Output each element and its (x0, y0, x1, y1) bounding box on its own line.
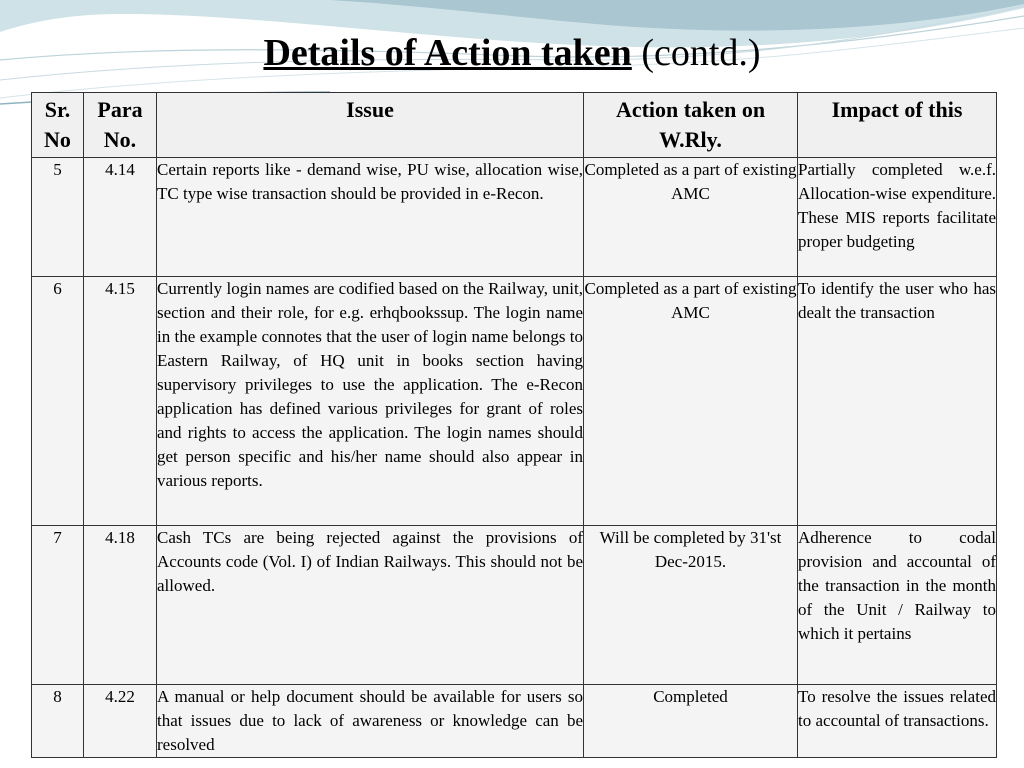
cell-action: Completed as a part of existing AMC (584, 158, 798, 277)
cell-impact: Partially completed w.e.f. Allocation-wise expenditure. These MIS reports facilitate proper budgeting (798, 158, 997, 277)
header-impact: Impact of this (798, 93, 997, 158)
cell-para-no: 4.22 (84, 685, 157, 758)
cell-sr-no: 8 (32, 685, 84, 758)
header-issue: Issue (157, 93, 584, 158)
cell-para-no: 4.18 (84, 526, 157, 685)
header-sr-no: Sr. No (32, 93, 84, 158)
cell-issue: Cash TCs are being rejected against the provisions of Accounts code (Vol. I) of Indian Railways. This should not be allowed. (157, 526, 584, 685)
cell-para-no: 4.14 (84, 158, 157, 277)
table-header-row (32, 93, 997, 158)
header-para-no: Para No. (84, 93, 157, 158)
title-main: Details of Action taken (263, 32, 632, 74)
table-row (32, 158, 997, 277)
cell-action: Will be completed by 31'st Dec-2015. (584, 526, 798, 685)
cell-impact: To identify the user who has dealt the transaction (798, 277, 997, 526)
cell-para-no: 4.15 (84, 277, 157, 526)
cell-issue: A manual or help document should be available for users so that issues due to lack of awareness or knowledge can be resolved (157, 685, 584, 758)
cell-action: Completed as a part of existing AMC (584, 277, 798, 526)
cell-impact: Adherence to codal provision and accountal of the transaction in the month of the Unit / Railway to which it pertains (798, 526, 997, 685)
table-row (32, 526, 997, 685)
cell-issue: Certain reports like - demand wise, PU wise, allocation wise, TC type wise transaction should be provided in e-Recon. (157, 158, 584, 277)
page-title (0, 30, 1024, 76)
cell-sr-no: 7 (32, 526, 84, 685)
table-row (32, 685, 997, 758)
cell-impact: To resolve the issues related to accountal of transactions. (798, 685, 997, 758)
table-row (32, 277, 997, 526)
cell-sr-no: 6 (32, 277, 84, 526)
title-suffix: (contd.) (631, 32, 761, 74)
cell-issue: Currently login names are codified based on the Railway, unit, section and their role, for e.g. erhqbookssup. The login name in the example connotes that the user of login name belongs to Eastern Railway, of HQ unit in books section having supervisory privileges to use the application. The e-Recon application has defined various privileges for grant of roles and rights to access the application. The login names should get person specific and his/her name should also appear in various reports. (157, 277, 584, 526)
action-table (31, 92, 997, 758)
cell-sr-no: 5 (32, 158, 84, 277)
cell-action: Completed (584, 685, 798, 758)
header-action-taken: Action taken on W.Rly. (584, 93, 798, 158)
